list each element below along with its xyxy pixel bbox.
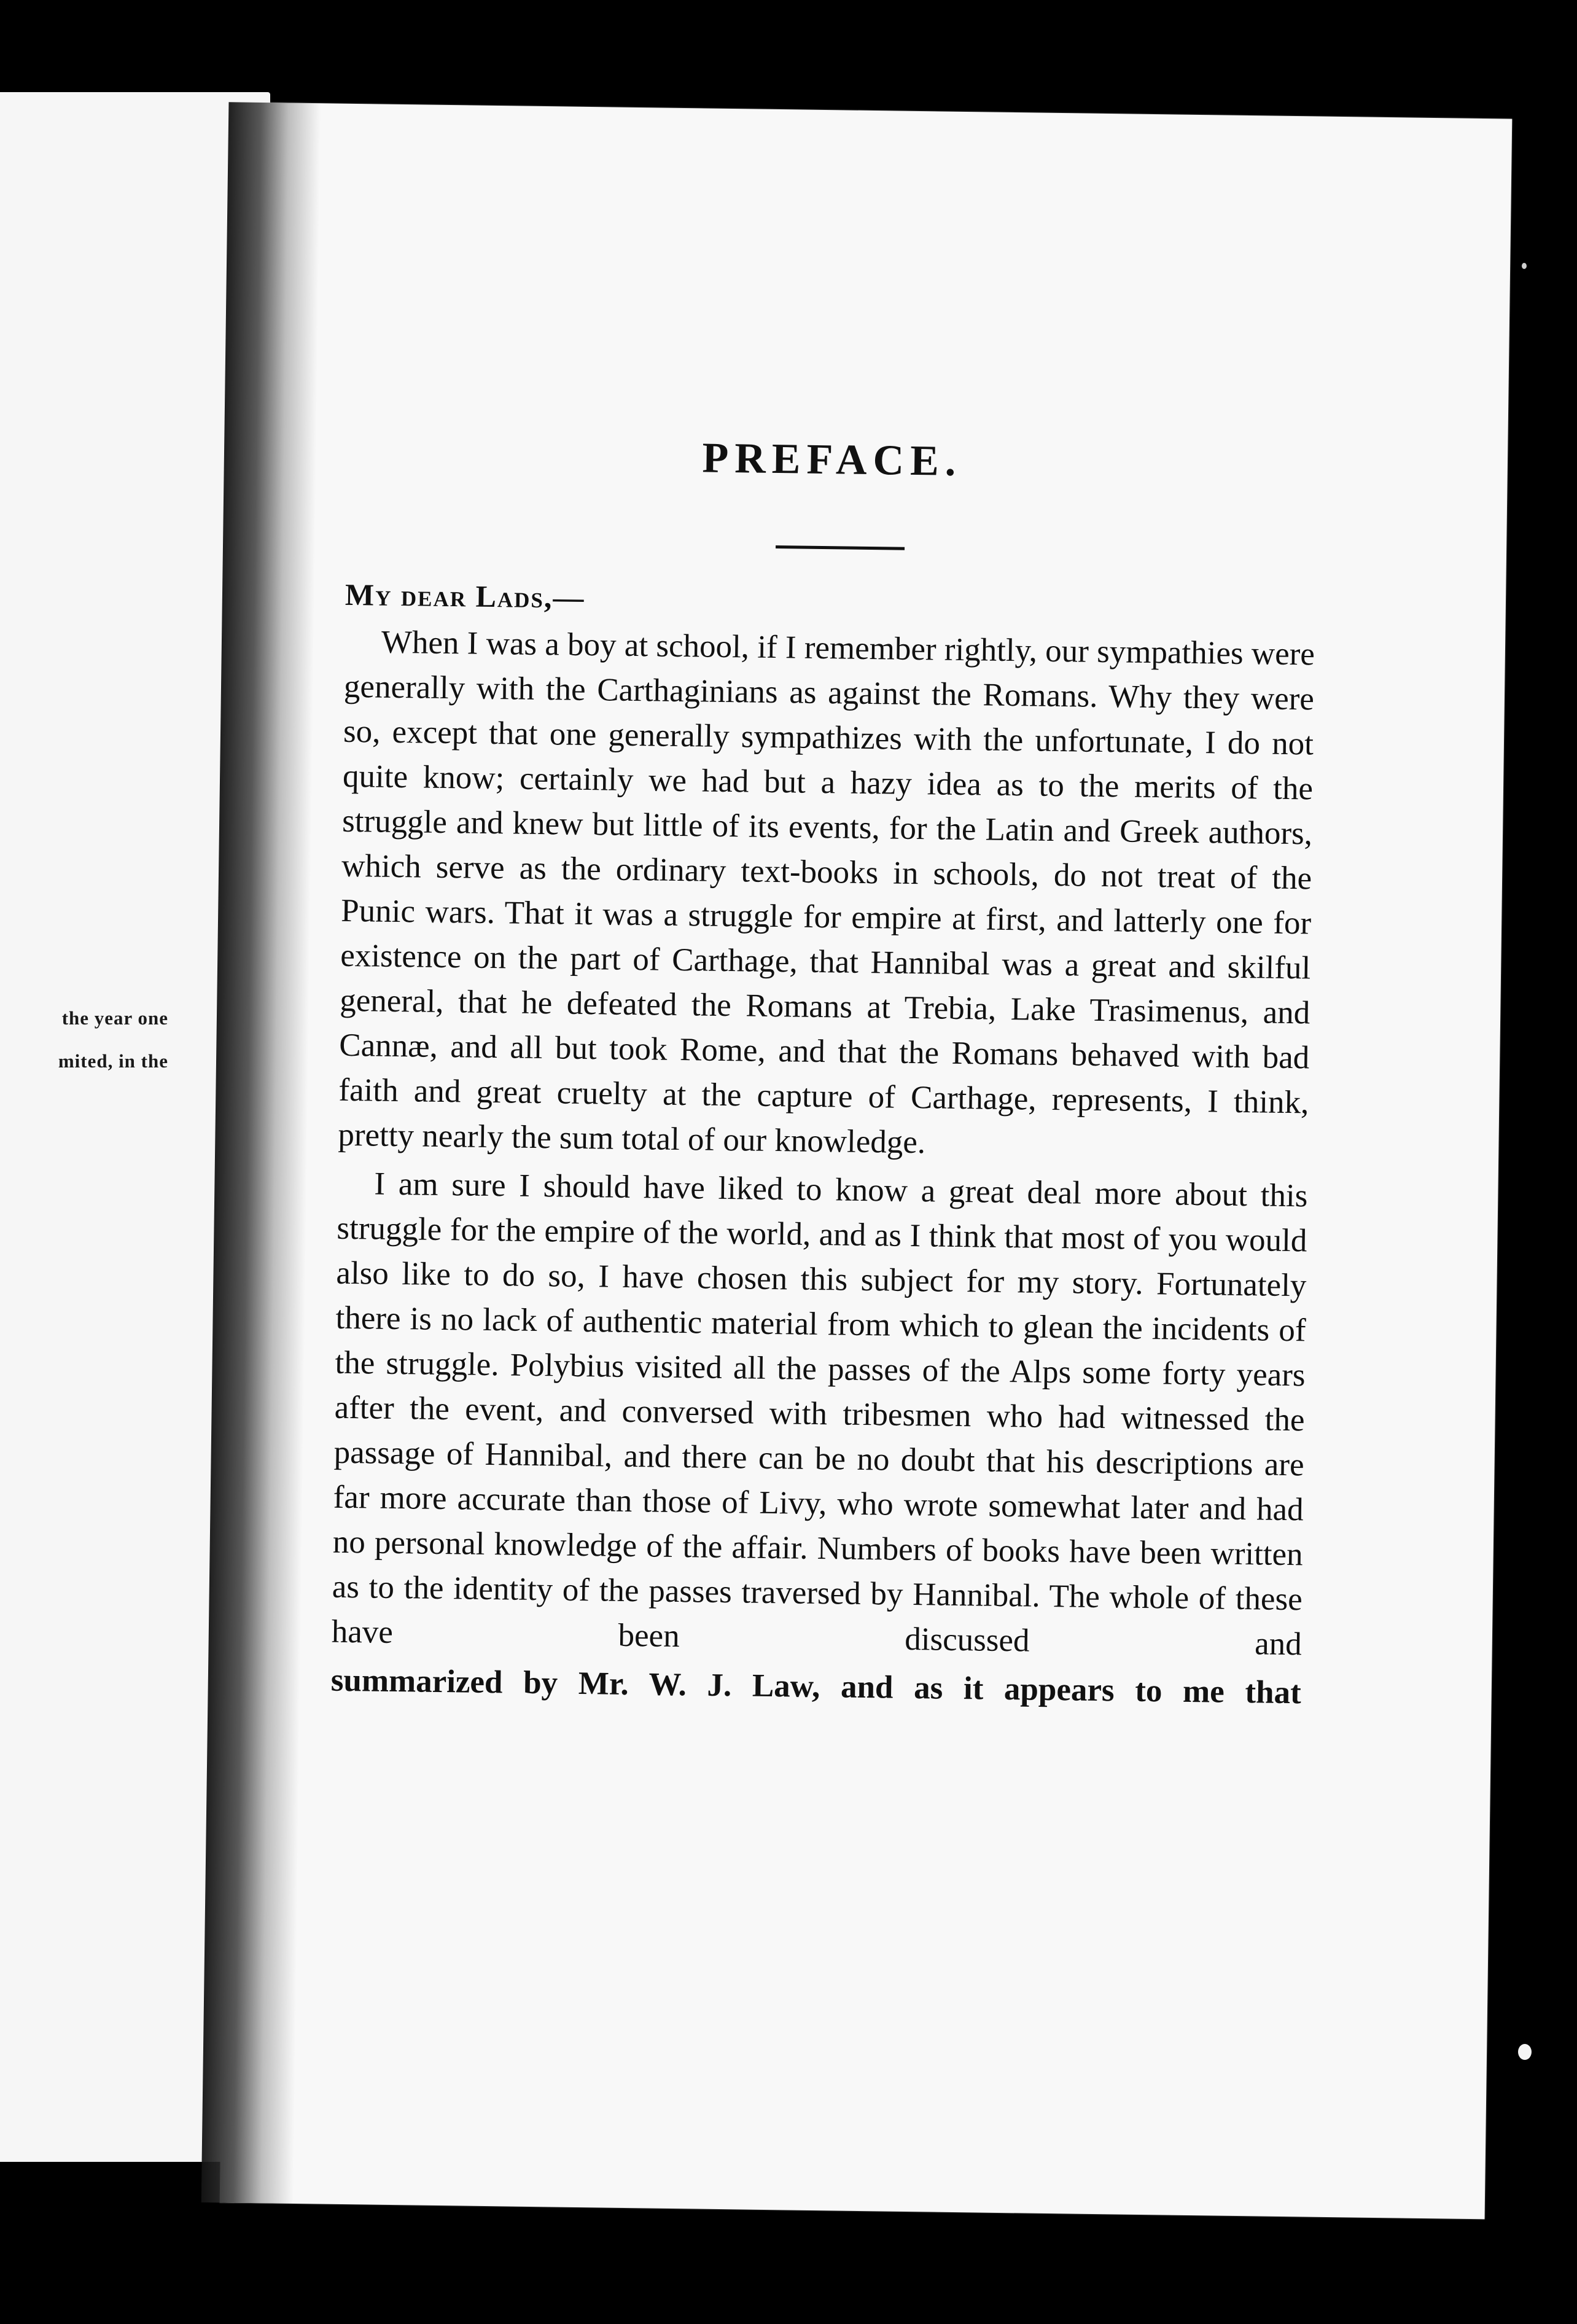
- scan-speck-small: [1522, 263, 1527, 269]
- paragraph-2: I am sure I should have liked to know a great deal more about this struggle for the empire of the world, and as I think that most of you would also like to do so, I have chosen this subject for my story. Fortunately there is no lack of authentic material from which to glean the incidents of the struggle. Polybius visited all the passes of the Alps some forty years after the event, and conversed with tribesmen who had witnessed the passage of Hannibal, and there can be no doubt that his descriptions are far more accurate than those of Livy, who wrote somewhat later and had no personal knowledge of the affair. Numbers of books have been written as to the identity of the passes traversed by Hannibal. The whole of these have been discussed and: [331, 1166, 1308, 1663]
- paragraph-2-final-line: summarized by Mr. W. J. Law, and as it appears to me that: [330, 1662, 1302, 1711]
- scan-speck: [1518, 2044, 1532, 2060]
- paragraph-1: When I was a boy at school, if I remember rightly, our sympathies were generally with the Carthaginians as against the Romans. Why they were so, except that one generally sympathizes with the unfortunate, I do not quite know; certainly we had but a hazy idea as to the merits of the struggle and knew but little of its events, for the Latin and Greek authors, which serve as the ordinary text-books in schools, do not treat of the Punic wars. That it was a struggle for empire at first, and latterly one for existence on the part of Carthage, that Hannibal was a great and skilful general, that he defeated the Romans at Trebia, Lake Trasimenus, and Cannæ, and all but took Rome, and that the Romans behaved with bad faith and great cruelty at the capture of Carthage, represents, I think, pretty nearly the sum total of our knowledge.: [338, 624, 1315, 1161]
- preface-text-block: [330, 104, 1322, 1711]
- salutation: My dear Lads,—: [345, 577, 585, 615]
- preface-body: [330, 620, 1315, 1716]
- left-page-fragment-line-2: mited, in the: [58, 1050, 168, 1072]
- page-title: PREFACE.: [702, 434, 962, 485]
- left-page-fragment-line-1: the year one: [61, 1007, 168, 1029]
- right-page: [220, 103, 1513, 2220]
- title-divider: [776, 545, 905, 550]
